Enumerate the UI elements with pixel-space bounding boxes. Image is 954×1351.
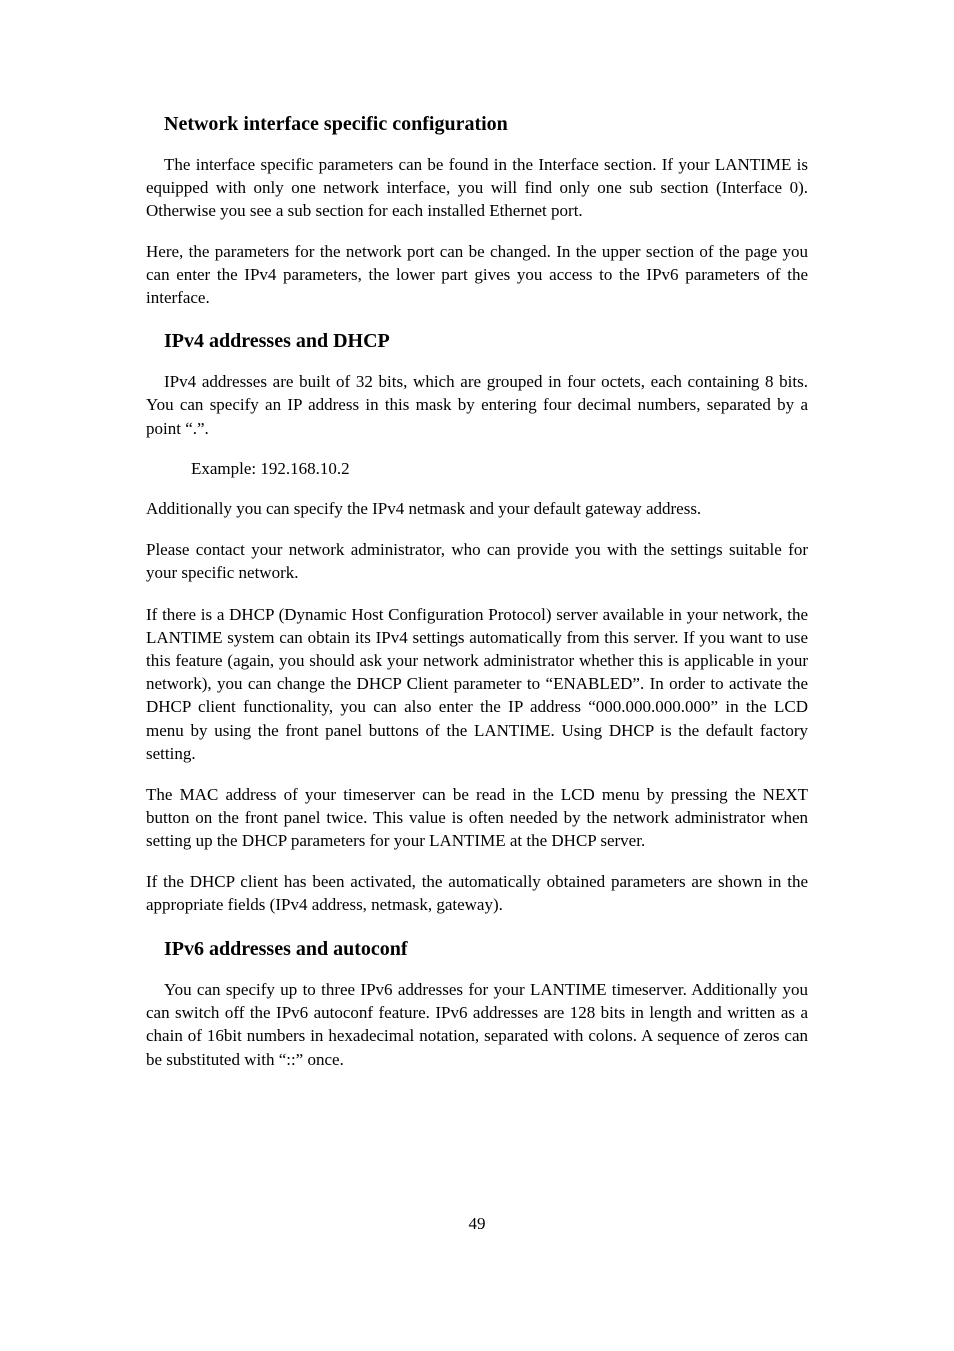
paragraph-network-port: Here, the parameters for the network port can be changed. In the upper section of the page you can enter the IPv4 parameters, the lower part gives you access to the IPv6 parameters of the interface. xyxy=(146,241,808,308)
document-page xyxy=(146,110,808,1071)
paragraph-mac-address: The MAC address of your timeserver can be read in the LCD menu by pressing the NEXT button on the front panel twice. This value is often needed by the network administrator when setting up the DHCP parameters for your LANTIME at the DHCP server. xyxy=(146,785,808,851)
paragraph-interface-section: The interface specific parameters can be found in the Interface section. If your LANTIME is equipped with only one network interface, you will find only one sub section (Interface 0). Otherwise you see a sub section for each installed Ethernet port. xyxy=(146,155,808,221)
paragraph-ipv6: You can specify up to three IPv6 addresses for your LANTIME timeserver. Additionally you can switch off the IPv6 autoconf feature. IPv6 addresses are 128 bits in length and written as a chain of 16bit numbers in hexadecimal notation, separated with colons. A sequence of zeros can be substituted with “::” once. xyxy=(146,980,808,1069)
paragraph-contact-admin: Please contact your network administrator, who can provide you with the settings suitable for your specific network. xyxy=(146,540,808,583)
paragraph-dhcp-activated: If the DHCP client has been activated, the automatically obtained parameters are shown in the appropriate fields (IPv4 address, netmask, gateway). xyxy=(146,871,808,914)
page-number: 49 xyxy=(468,1214,486,1233)
heading-ipv6: IPv6 addresses and autoconf xyxy=(164,938,408,961)
paragraph-ipv4-netmask: Additionally you can specify the IPv4 netmask and your default gateway address. xyxy=(146,499,702,519)
heading-ipv4: IPv4 addresses and DHCP xyxy=(164,330,390,353)
paragraph-ipv4-example: Example: 192.168.10.2 xyxy=(191,458,350,478)
paragraph-dhcp: If there is a DHCP (Dynamic Host Configuration Protocol) server available in your network, the LANTIME system can obtain its IPv4 settings automatically from this server. If you want to use this feature (again, you should ask your network administrator whether this is applicable in your network), you can change the DHCP Client parameter to “ENABLED”. In order to activate the DHCP client functionality, you can also enter the IP address “000.000.000.000” in the LCD menu by using the front panel buttons of the LANTIME. Using DHCP is the default factory setting. xyxy=(146,604,808,763)
paragraph-ipv4-bits: IPv4 addresses are built of 32 bits, which are grouped in four octets, each containing 8 bits. You can specify an IP address in this mask by entering four decimal numbers, separated by a point “.”. xyxy=(146,372,808,438)
heading-network-interface: Network interface specific configuration xyxy=(164,113,508,135)
